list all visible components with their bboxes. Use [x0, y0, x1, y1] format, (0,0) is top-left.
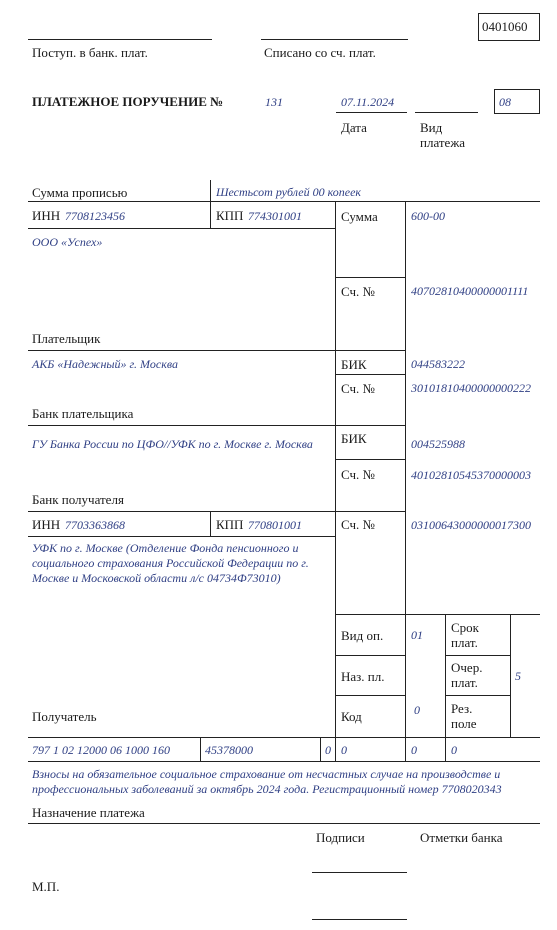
inn-line: [28, 228, 335, 229]
tax-period: 0: [341, 743, 347, 757]
status-code: 08: [499, 95, 511, 109]
code-value: 0: [414, 703, 420, 717]
codes-line-2b: [445, 695, 510, 696]
order-label: Очер. плат.: [451, 660, 483, 690]
codes-line-2: [335, 695, 405, 696]
document-title: ПЛАТЕЖНОЕ ПОРУЧЕНИЕ №: [32, 94, 224, 109]
amount-words-value: Шестьсот рублей 00 копеек: [216, 185, 362, 199]
payer-kpp: 774301001: [248, 209, 302, 223]
codes-col-b: [510, 614, 511, 737]
purpose-text: Взносы на обязательное социальное страхование от несчастных случае на производстве и профессиональных заболеваний за октябрь 2024 года. Регистрационный номер 7708020343: [32, 767, 502, 796]
tax-col-2: [320, 737, 321, 761]
grid-line-top: [28, 201, 540, 202]
order-value: 5: [515, 669, 521, 683]
payee-bank-account-label: Сч. №: [341, 467, 375, 482]
document-number: 131: [265, 95, 283, 109]
reserve-label: Рез. поле: [451, 701, 477, 731]
grid-col-main: [335, 201, 336, 761]
op-type-label: Вид оп.: [341, 628, 384, 643]
tax-row-top: [28, 737, 540, 738]
payee-account: 03100643000000017300: [411, 518, 531, 532]
term-label: Срок плат.: [451, 620, 479, 650]
codes-line-1b: [445, 655, 510, 656]
codes-line-1: [335, 655, 405, 656]
payer-sum-label: Сумма: [341, 209, 378, 224]
payee-label: Получатель: [32, 709, 97, 724]
payee-inn: 7703363868: [65, 518, 125, 532]
payer-bank-bik: 044583222: [411, 357, 465, 371]
payer-account-label: Сч. №: [341, 284, 375, 299]
payee-kpp: 770801001: [248, 518, 302, 532]
payee-bank-label: Банк получателя: [32, 492, 124, 507]
debited-label: Списано со сч. плат.: [264, 45, 376, 60]
tax-doc-date: 0: [451, 743, 457, 757]
payer-bank-label: Банк плательщика: [32, 406, 134, 421]
payer-bank-bik-label: БИК: [341, 357, 367, 372]
payer-bank-name: АКБ «Надежный» г. Москва: [32, 357, 178, 371]
payee-bank-account: 40102810545370000003: [411, 468, 531, 482]
received-line: [28, 39, 212, 40]
payee-bank-bik-line: [335, 459, 405, 460]
payee-kpp-label: КПП: [216, 517, 244, 532]
date-label: Дата: [341, 120, 367, 135]
payer-bank-bottom-line: [28, 425, 405, 426]
form-code: 0401060: [482, 19, 528, 34]
payee-account-label: Сч. №: [341, 517, 375, 532]
payer-inn: 7708123456: [65, 209, 125, 223]
purpose-label: Назначение платежа: [32, 805, 145, 820]
received-label: Поступ. в банк. плат.: [32, 45, 148, 60]
payer-bottom-line: [28, 350, 405, 351]
sum-bottom-line: [335, 277, 405, 278]
op-type: 01: [411, 628, 423, 642]
signature-line-2: [312, 919, 407, 920]
payee-inn-line: [28, 536, 335, 537]
stamp-label: М.П.: [32, 879, 60, 894]
payee-bank-bottom-line: [28, 511, 405, 512]
payee-name: УФК по г. Москве (Отделение Фонда пенсионного и социального страхования Российской Федерации по г. Москве и Московской области л/с 04734Ф73010): [32, 541, 309, 585]
payee-bank-name: ГУ Банка России по ЦФО//УФК по г. Москве г. Москва: [32, 437, 313, 451]
payer-bank-account: 30101810400000000222: [411, 381, 531, 395]
payer-account: 40702810400000001111: [411, 284, 529, 298]
grid-col-kpp: [210, 201, 211, 228]
date-line: [336, 112, 407, 113]
grid-col-values: [405, 201, 406, 761]
tax-row-bottom: [28, 761, 540, 762]
debited-line: [261, 39, 408, 40]
payer-bank-bik-line: [335, 374, 405, 375]
payment-type-line: [415, 112, 478, 113]
payer-sum: 600-00: [411, 209, 445, 223]
amount-words-divider: [210, 180, 211, 201]
payer-bank-account-label: Сч. №: [341, 381, 375, 396]
payer-name: ООО «Успех»: [32, 235, 103, 249]
tax-doc-number: 0: [411, 743, 417, 757]
bank-marks-label: Отметки банка: [420, 830, 503, 845]
tax-basis: 0: [325, 743, 331, 757]
payer-label: Плательщик: [32, 331, 101, 346]
signatures-label: Подписи: [316, 830, 365, 845]
codes-col-a: [445, 614, 446, 761]
signature-line-1: [312, 872, 407, 873]
payee-bank-bik: 004525988: [411, 437, 465, 451]
payee-bank-bik-label: БИК: [341, 431, 367, 446]
tax-kbk: 797 1 02 12000 06 1000 160: [32, 743, 170, 757]
tax-oktmo: 45378000: [205, 743, 253, 757]
purpose-bottom-line: [28, 823, 540, 824]
payment-type-label: Вид платежа: [420, 120, 466, 150]
tax-col-1: [200, 737, 201, 761]
payee-kpp-col: [210, 511, 211, 536]
payer-inn-label: ИНН: [32, 208, 61, 223]
payee-inn-label: ИНН: [32, 517, 61, 532]
purpose-code-label: Наз. пл.: [341, 669, 385, 684]
code-label: Код: [341, 709, 362, 724]
amount-words-label: Сумма прописью: [32, 185, 128, 200]
payer-kpp-label: КПП: [216, 208, 244, 223]
document-date: 07.11.2024: [341, 95, 395, 109]
